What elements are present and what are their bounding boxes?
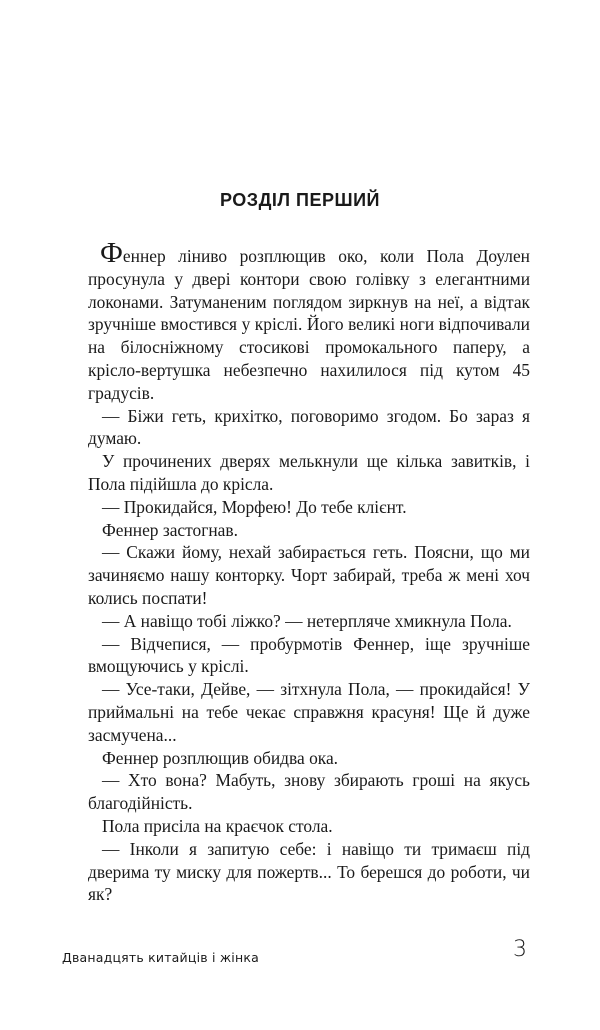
paragraph: Феннер розплющив обидва ока. [102,747,339,768]
paragraph [88,237,530,405]
body-text [88,237,530,906]
paragraph: — Прокидайся, Морфею! До тебе клієнт. [102,496,407,517]
paragraph: Пола присіла на краєчок стола. [102,815,333,836]
paragraph: — Біжи геть, крихітко, поговоримо згодом. Бо зараз я думаю. [88,405,530,449]
drop-cap: Ф [100,237,123,269]
page-number: 3 [513,937,527,962]
paragraph: — Хто вона? Мабуть, знову збирають гроші на якусь благодійність. [88,770,530,814]
chapter-title: РОЗДІЛ ПЕРШИЙ [220,190,380,210]
paragraph: — Усе-таки, Дейве, — зітхнула Пола, — прокидайся! У приймальні на тебе чекає справжня красуня! Ще й дуже засмучена... [88,679,530,745]
paragraph: — Інколи я запитую себе: і навіщо ти тримаєш під дверима ту миску для пожертв... То берешся до роботи, чи як? [88,838,530,905]
paragraph: Феннер застогнав. [102,519,238,540]
paragraph: — А навіщо тобі ліжко? — нетерпляче хмикнула Пола. [102,610,512,631]
running-footer-title: Дванадцять китайців і жінка [62,950,259,965]
paragraph-text: еннер ліниво розплющив око, коли Пола Доулен просунула у двері контори свою голівку з елегантними локонами. Затуманеним поглядом зиркнув на неї, а відтак зручніше вмостився у кріслі. Його великі ноги відпочивали на білосніжному стосикові промокального паперу, а крісло-вертушка небезпечно нахилилося під кутом 45 градусів. [88,246,530,403]
paragraph: — Відчепися, — пробурмотів Феннер, іще зручніше вмощуючись у кріслі. [88,633,530,677]
paragraph: У прочинених дверях мелькнули ще кілька завитків, і Пола підійшла до крісла. [88,451,530,494]
paragraph: — Скажи йому, нехай забирається геть. Поясни, що ми зачиняємо нашу конторку. Чорт забирай, треба ж мені хоч колись поспати! [88,542,530,608]
